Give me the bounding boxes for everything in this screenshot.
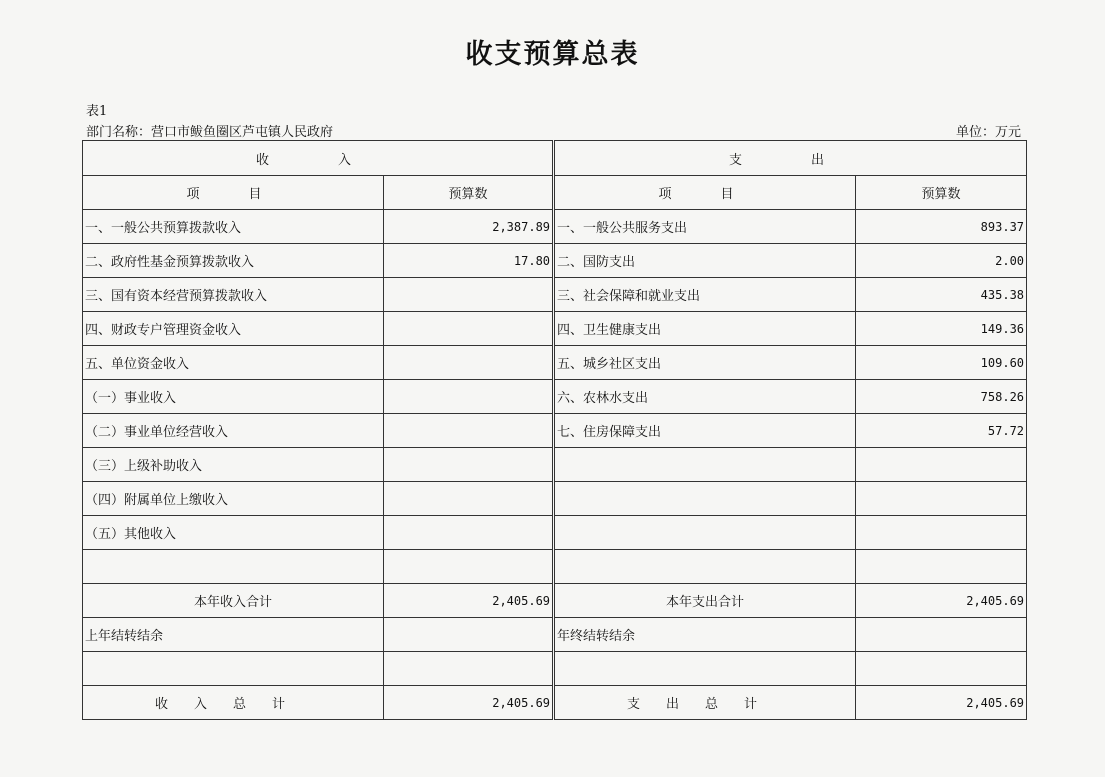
income-item-cell: （二）事业单位经营收入 [83,414,384,448]
end-balance-label: 年终结转结余 [554,618,856,652]
expense-item-cell: 五、城乡社区支出 [554,346,856,380]
empty-cell [83,652,384,686]
prev-balance-value [384,618,554,652]
expense-value-cell: 57.72 [856,414,1027,448]
unit-label: 单位：万元 [955,125,1021,140]
table-row [83,312,1027,346]
year-expense-total-label: 本年支出合计 [554,584,856,618]
income-budget-header: 预算数 [384,176,554,210]
expense-value-cell: 149.36 [856,312,1027,346]
income-item-cell [83,550,384,584]
expense-item-cell [554,550,856,584]
expense-item-cell: 一、一般公共服务支出 [554,210,856,244]
income-value-cell [384,448,554,482]
expense-item-cell [554,448,856,482]
income-item-cell: （三）上级补助收入 [83,448,384,482]
income-item-header: 项 目 [83,176,384,210]
table-row [83,550,1027,584]
page-title: 收支预算总表 [465,39,640,70]
income-item-cell: 三、国有资本经营预算拨款收入 [83,278,384,312]
table-row [83,346,1027,380]
grand-income-total: 2,405.69 [384,686,554,720]
income-item-cell: （一）事业收入 [83,380,384,414]
grand-expense-total: 2,405.69 [856,686,1027,720]
section-header-row [83,141,1027,176]
income-item-cell: （五）其他收入 [83,516,384,550]
expense-item-cell [554,482,856,516]
expense-value-cell [856,482,1027,516]
table-row [83,482,1027,516]
year-income-total-label: 本年收入合计 [83,584,384,618]
empty-row [83,652,1027,686]
empty-cell [384,652,554,686]
grand-income-label: 收入总计 [83,686,384,720]
year-total-row [83,584,1027,618]
table-row [83,278,1027,312]
income-value-cell [384,312,554,346]
expense-value-cell: 893.37 [856,210,1027,244]
year-expense-total-value: 2,405.69 [856,584,1027,618]
expense-budget-header: 预算数 [856,176,1027,210]
table-row [83,210,1027,244]
year-income-total-value: 2,405.69 [384,584,554,618]
expense-value-cell [856,550,1027,584]
expense-value-cell [856,516,1027,550]
income-value-cell [384,346,554,380]
budget-table [82,140,1027,720]
expense-item-cell: 四、卫生健康支出 [554,312,856,346]
expense-item-header: 项 目 [554,176,856,210]
income-value-cell [384,482,554,516]
income-value-cell: 2,387.89 [384,210,554,244]
expense-item-cell: 二、国防支出 [554,244,856,278]
expense-value-cell: 109.60 [856,346,1027,380]
table-row [83,380,1027,414]
income-item-cell: 五、单位资金收入 [83,346,384,380]
expense-value-cell: 435.38 [856,278,1027,312]
empty-cell [554,652,856,686]
income-value-cell [384,278,554,312]
table-row [83,448,1027,482]
expense-item-cell [554,516,856,550]
end-balance-value [856,618,1027,652]
table-row [83,516,1027,550]
income-value-cell: 17.80 [384,244,554,278]
income-item-cell: 一、一般公共预算拨款收入 [83,210,384,244]
expense-value-cell: 758.26 [856,380,1027,414]
income-section-header: 收 入 [83,141,554,176]
column-header-row [83,176,1027,210]
grand-total-row [83,686,1027,720]
income-item-cell: 二、政府性基金预算拨款收入 [83,244,384,278]
income-value-cell [384,414,554,448]
expense-item-cell: 六、农林水支出 [554,380,856,414]
prev-balance-label: 上年结转结余 [83,618,384,652]
table-row [83,244,1027,278]
income-value-cell [384,380,554,414]
table-number: 表1 [86,104,108,119]
table-row [83,414,1027,448]
expense-section-header: 支 出 [554,141,1027,176]
income-value-cell [384,550,554,584]
expense-value-cell [856,448,1027,482]
expense-item-cell: 七、住房保障支出 [554,414,856,448]
expense-value-cell: 2.00 [856,244,1027,278]
department-name: 部门名称：营口市鲅鱼圈区芦屯镇人民政府 [86,125,334,140]
income-item-cell: 四、财政专户管理资金收入 [83,312,384,346]
income-item-cell: （四）附属单位上缴收入 [83,482,384,516]
balance-row [83,618,1027,652]
grand-expense-label: 支出总计 [554,686,856,720]
empty-cell [856,652,1027,686]
expense-item-cell: 三、社会保障和就业支出 [554,278,856,312]
income-value-cell [384,516,554,550]
